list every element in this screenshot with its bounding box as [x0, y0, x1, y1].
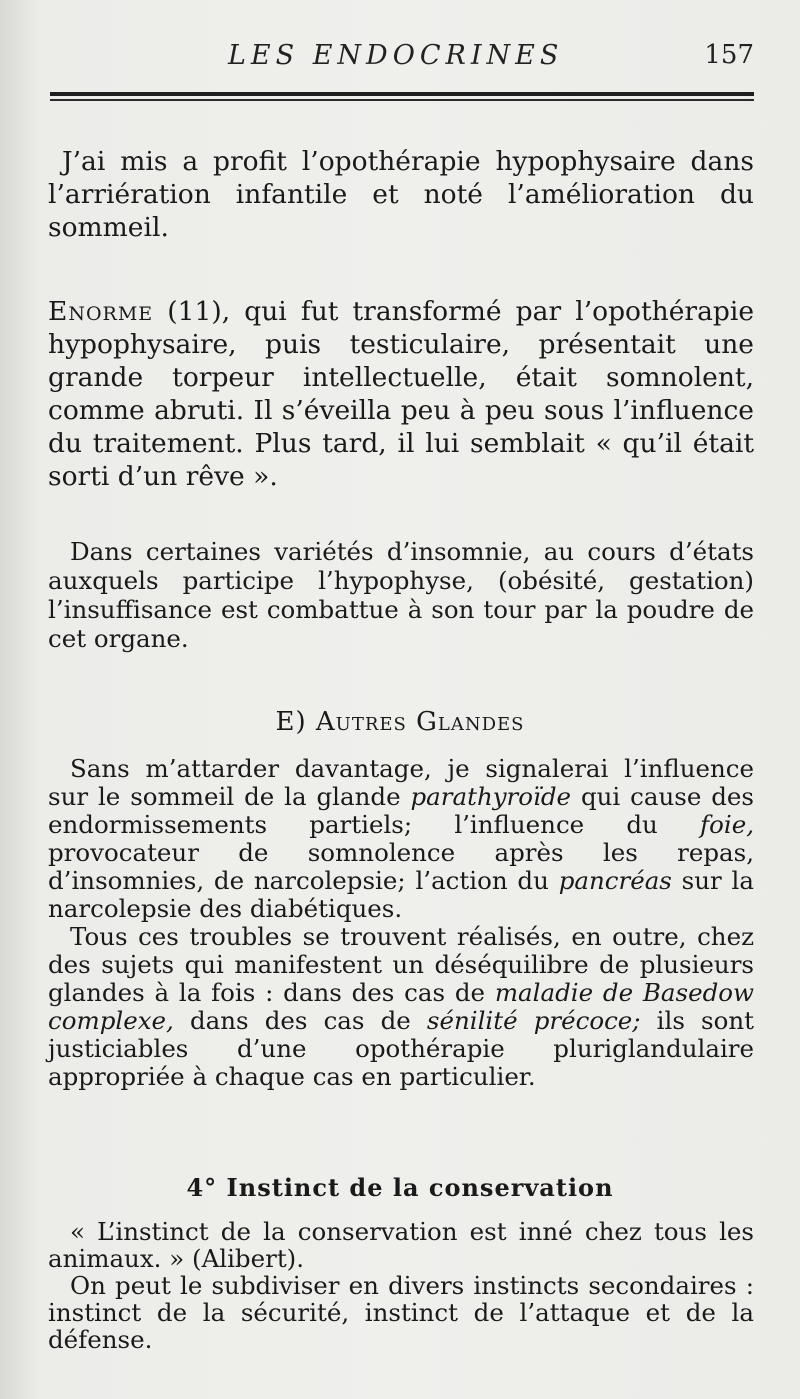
paragraph-influence — [48, 755, 754, 923]
italic-term: foie, — [700, 810, 754, 839]
text-run: sur la narcolepsie des diabétiques. — [48, 866, 754, 923]
italic-term: parathyroïde — [410, 782, 572, 811]
text-run: dans des cas de — [173, 1006, 427, 1035]
italic-term: sénilité précoce; — [426, 1006, 641, 1035]
text-run: Sans m’attarder davantage, je signalerai l’influence sur le sommeil de la glande — [48, 754, 754, 811]
insomnie-text: Dans certaines variétés d’insomnie, au cours d’états auxquels participe l’hypophyse, (obésité, gestation) l’insuffisance est combattue à son tour par la poudre de cet organe. — [48, 537, 754, 653]
section-heading-instinct: 4° Instinct de la conservation — [186, 1173, 614, 1202]
text-run: provocateur de somnolence après les repas, d’insomnies, de narcolepsie; l’action du — [48, 838, 754, 895]
text-run: ils sont justiciables d’une opothérapie pluriglandulaire appropriée à chaque cas en particulier. — [48, 1006, 754, 1091]
paragraph-troubles — [48, 923, 754, 1091]
paragraph-opotherapie: J’ai mis a profit l’opothérapie hypophysaire dans l’arriération infantile et noté l’amélioration du sommeil. — [48, 146, 754, 243]
section-heading-autres-glandes: E) Autres Glandes — [275, 707, 525, 737]
italic-term: pancréas — [558, 866, 672, 895]
case-name: Enorme — [48, 296, 154, 327]
case-text: (11), qui fut transformé par l’opothérapie hypophysaire, puis testiculaire, présentait une grande torpeur intellectuelle, était somnolent, comme abruti. Il s’éveilla peu à peu sous l’influence du traitement. Plus tard, il lui semblait « qu’il était sorti d’un rêve ». — [48, 296, 754, 492]
paragraph-subdivision: On peut le subdiviser en divers instincts secondaires : instinct de la sécurité, instinct de l’attaque et de la défense. — [48, 1271, 754, 1354]
italic-term: maladie de Basedow complexe, — [48, 978, 754, 1035]
section-instinct — [48, 1218, 754, 1353]
text-run: qui cause des endormissements partiels; l’influence du — [48, 782, 754, 839]
page-number: 157 — [704, 40, 754, 70]
header-rule — [50, 92, 754, 96]
paragraph-enorme — [48, 295, 754, 493]
text-run: Tous ces troubles se trouvent réalisés, en outre, chez des sujets qui manifestent un déséquilibre de plusieurs glandes à la fois : dans des cas de — [48, 922, 754, 1007]
running-title: LES ENDOCRINES — [228, 40, 564, 71]
paragraph-alibert-quote: « L’instinct de la conservation est inné chez tous les animaux. » (Alibert). — [48, 1217, 754, 1273]
paragraph-insomnie — [48, 537, 754, 653]
header-rule-thin — [50, 99, 754, 101]
section-autres-glandes — [48, 755, 754, 1091]
page-header — [48, 36, 756, 76]
